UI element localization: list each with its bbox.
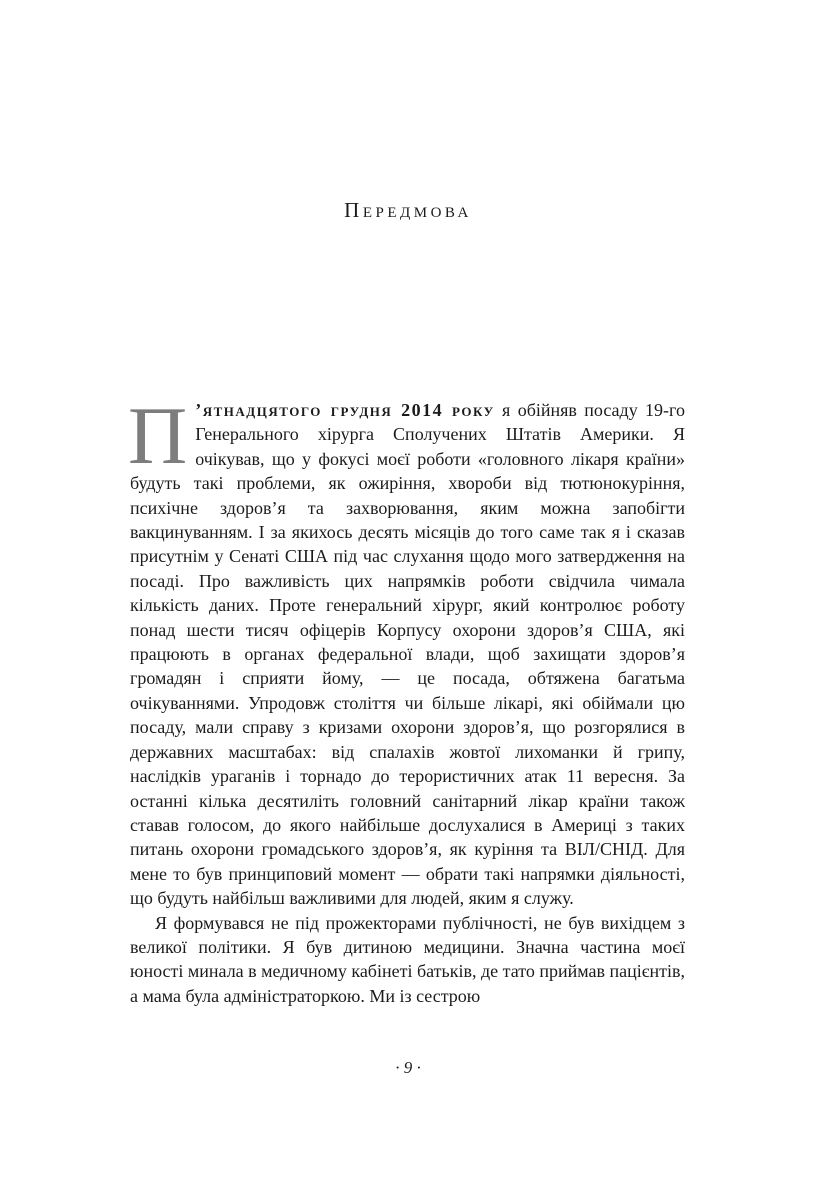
paragraph-1 <box>128 390 685 911</box>
drop-cap: П <box>128 390 188 481</box>
body-text <box>128 390 685 1008</box>
paragraph-2: Я формувався не під прожекторами публічності, не був вихідцем з великої політики. Я був дитиною медицини. Значна частина моєї юності минала в медичному кабінеті батьків, де тато приймав пацієнтів, а мама була адміністраторкою. Ми із сестрою <box>130 912 685 1006</box>
lead-in-text: ’ятнадцятого грудня 2014 року <box>195 400 495 420</box>
paragraph-1-text: я обійняв посаду 19-го Генерального хірурга Сполучених Штатів Америки. Я очікував, що у фокусі моєї роботи «головного лікаря країни» будуть такі проблеми, як ожиріння, хвороби від тютюнокуріння, психічне здоров’я та захворювання, яким можна запобігти вакцинуванням. І за якихось десять місяців до того саме так я і сказав присутнім у Сенаті США під час слухання щодо мого затвердження на посаді. Про важливість цих напрямків роботи свідчила чимала кількість даних. Проте генеральний хірург, який контролює роботу понад шести тисяч офіцерів Корпусу охорони здоров’я США, які працюють в органах федеральної влади, щоб захищати здоров’я громадян і сприяти йому, — це посада, обтяжена багатьма очікуваннями. Упродовж століття чи більше лікарі, які обіймали цю посаду, мали справу з кризами охорони здоров’я, що розгорялися в державних масштабах: від спалахів жовтої лихоманки й грипу, наслідків ураганів і торнадо до терористичних атак 11 вересня. За останні кілька десятиліть головний санітарний лікар країни також ставав голосом, до якого найбільше дослухалися в Америці з таких питань охорони громадського здоров’я, як куріння та ВІЛ/СНІД. Для мене то був принциповий момент — обрати такі напрямки діяльності, що будуть найбільш важливими для людей, яким я служу. <box>130 400 685 909</box>
chapter-title: Передмова <box>344 198 472 222</box>
page-number: · 9 · <box>395 1058 421 1077</box>
